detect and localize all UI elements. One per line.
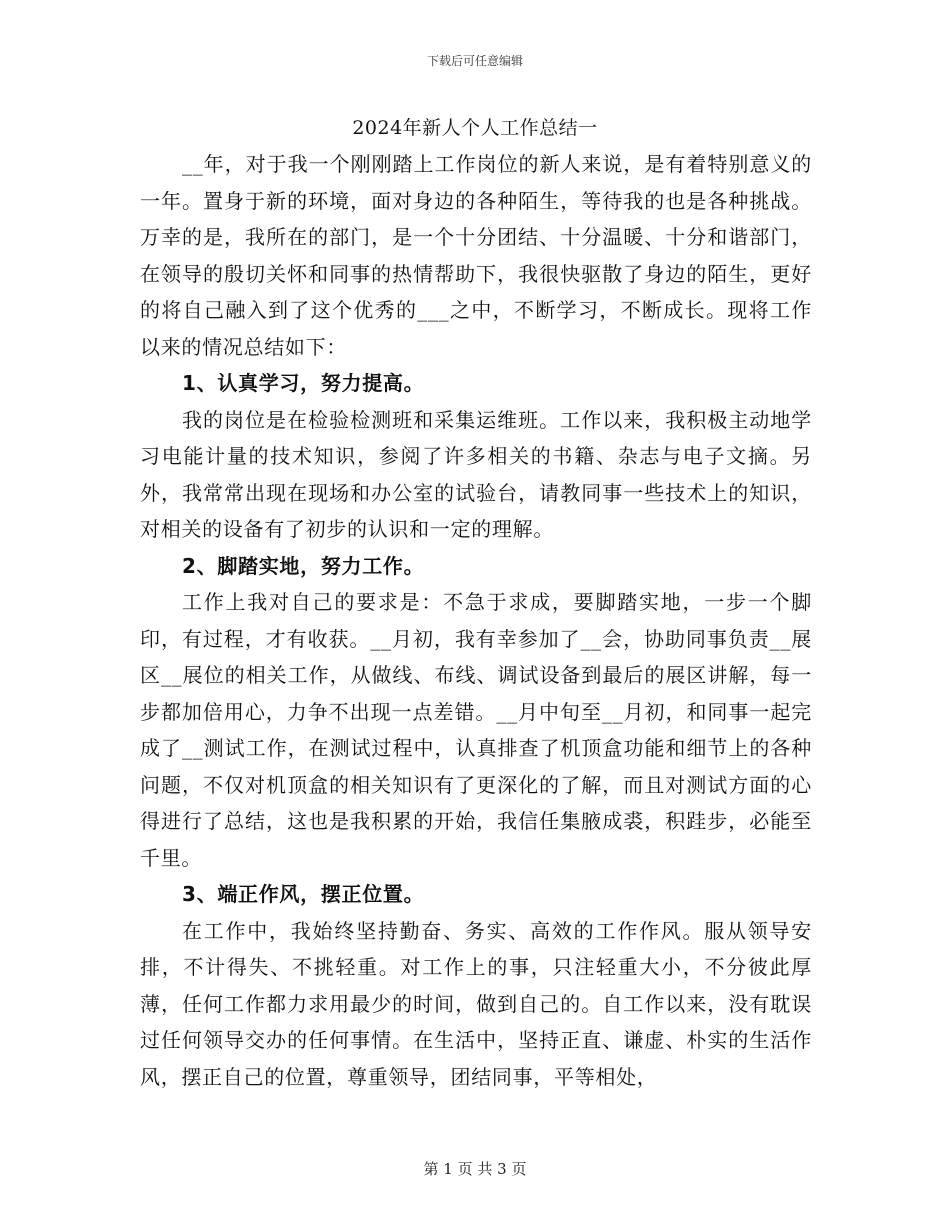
section-body-work: 工作上我对自己的要求是：不急于求成，要脚踏实地，一步一个脚印，有过程，才有收获。__月初，我有幸参加了__会，协助同事负责__展区__展位的相关工作，从做线、布线、调试设备到最后的展区讲解，每一步都加倍用心，力争不出现一点差错。__月中旬至__月初，和同事一起完成了__测试工作，在测试过程中，认真排查了机顶盒功能和细节上的各种问题，不仅对机顶盒的相关知识有了更深化的了解，而且对测试方面的心得进行了总结，这也是我积累的开始，我信任集腋成裘，积跬步，必能至千里。 [140,590,812,870]
section-heading-work: 2、脚踏实地，努力工作。 [182,553,425,578]
section-body-study: 我的岗位是在检验检测班和采集运维班。工作以来，我积极主动地学习电能计量的技术知识，参阅了许多相关的书籍、杂志与电子文摘。另外，我常常出现在现场和办公室的试验台，请教同事一些技术上的知识，对相关的设备有了初步的认识和一定的理解。 [140,407,812,541]
section-heading-attitude: 3、端正作风，摆正位置。 [182,882,425,906]
document-title: 2024年新人个人工作总结一 [352,117,598,139]
intro-paragraph: __年，对于我一个刚刚踏上工作岗位的新人来说，是有着特别意义的一年。置身于新的环境，面对身边的各种陌生，等待我的也是各种挑战。万幸的是，我所在的部门，是一个十分团结、十分温暖、十分和谐部门，在领导的殷切关怀和同事的热情帮助下，我很快驱散了身边的陌生，更好的将自己融入到了这个优秀的___之中，不断学习，不断成长。现将工作以来的情况总结如下： [140,152,812,359]
page-number: 第 1 页 共 3 页 [423,1160,527,1178]
document-body [140,146,812,1095]
section-heading-study: 1、认真学习，努力提高。 [182,371,425,395]
page-header: 下载后可任意编辑 [426,54,523,68]
section-body-attitude: 在工作中，我始终坚持勤奋、务实、高效的工作作风。服从领导安排，不计得失、不挑轻重。对工作上的事，只注轻重大小，不分彼此厚薄，任何工作都力求用最少的时间，做到自己的。自工作以来，没有耽误过任何领导交办的任何事情。在生活中，坚持正直、谦虚、朴实的生活作风，摆正自己的位置，尊重领导，团结同事，平等相处， [140,918,812,1089]
